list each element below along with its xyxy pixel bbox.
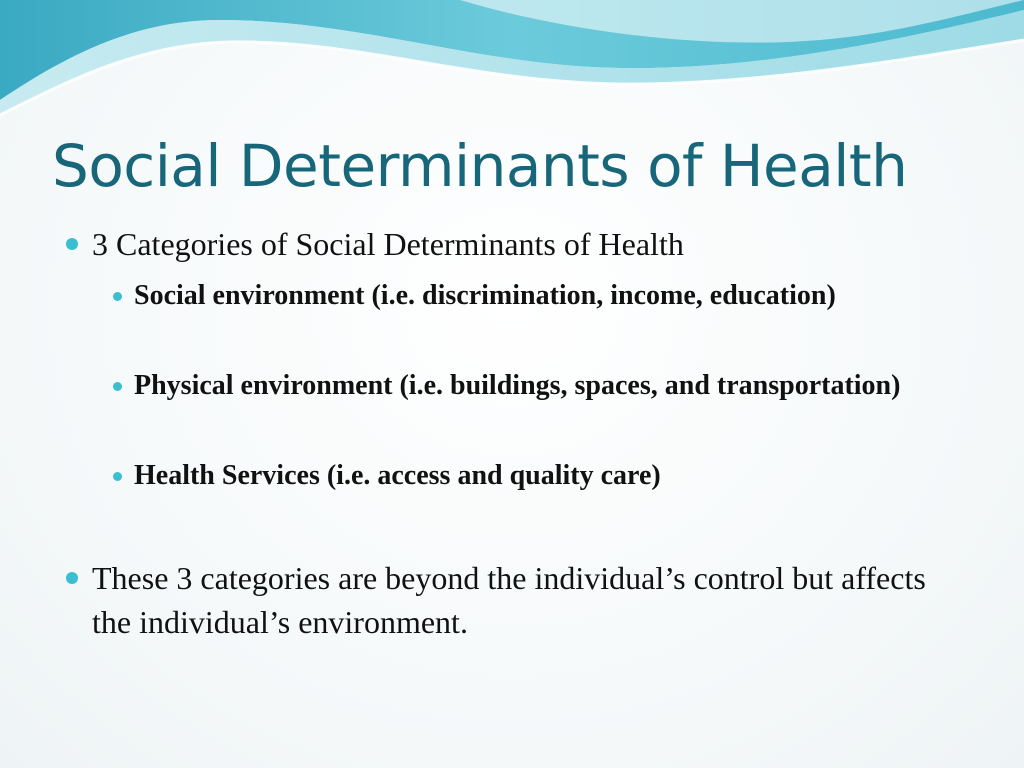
sub-bullet-item bbox=[134, 366, 934, 406]
sub-bullet-text: Social environment (i.e. discrimination, income, education) bbox=[134, 280, 836, 311]
bullet-dot-icon bbox=[66, 572, 78, 584]
bullet-dot-icon bbox=[66, 238, 78, 250]
bullet-item bbox=[92, 556, 962, 644]
sub-bullet-item bbox=[134, 456, 934, 496]
sub-bullet-text: Health Services (i.e. access and quality care) bbox=[134, 460, 661, 491]
bullet-dot-icon bbox=[113, 382, 122, 391]
bullet-item bbox=[92, 222, 972, 266]
sub-bullet-text: Physical environment (i.e. buildings, spaces, and transportation) bbox=[134, 370, 901, 401]
bullet-text: 3 Categories of Social Determinants of Health bbox=[92, 226, 684, 262]
bullet-text: These 3 categories are beyond the individual’s control but affects the individual’s environment. bbox=[92, 560, 926, 640]
sub-bullet-item bbox=[134, 276, 934, 316]
bullet-dot-icon bbox=[113, 472, 122, 481]
bullet-dot-icon bbox=[113, 292, 122, 301]
slide-title: Social Determinants of Health bbox=[52, 132, 908, 200]
